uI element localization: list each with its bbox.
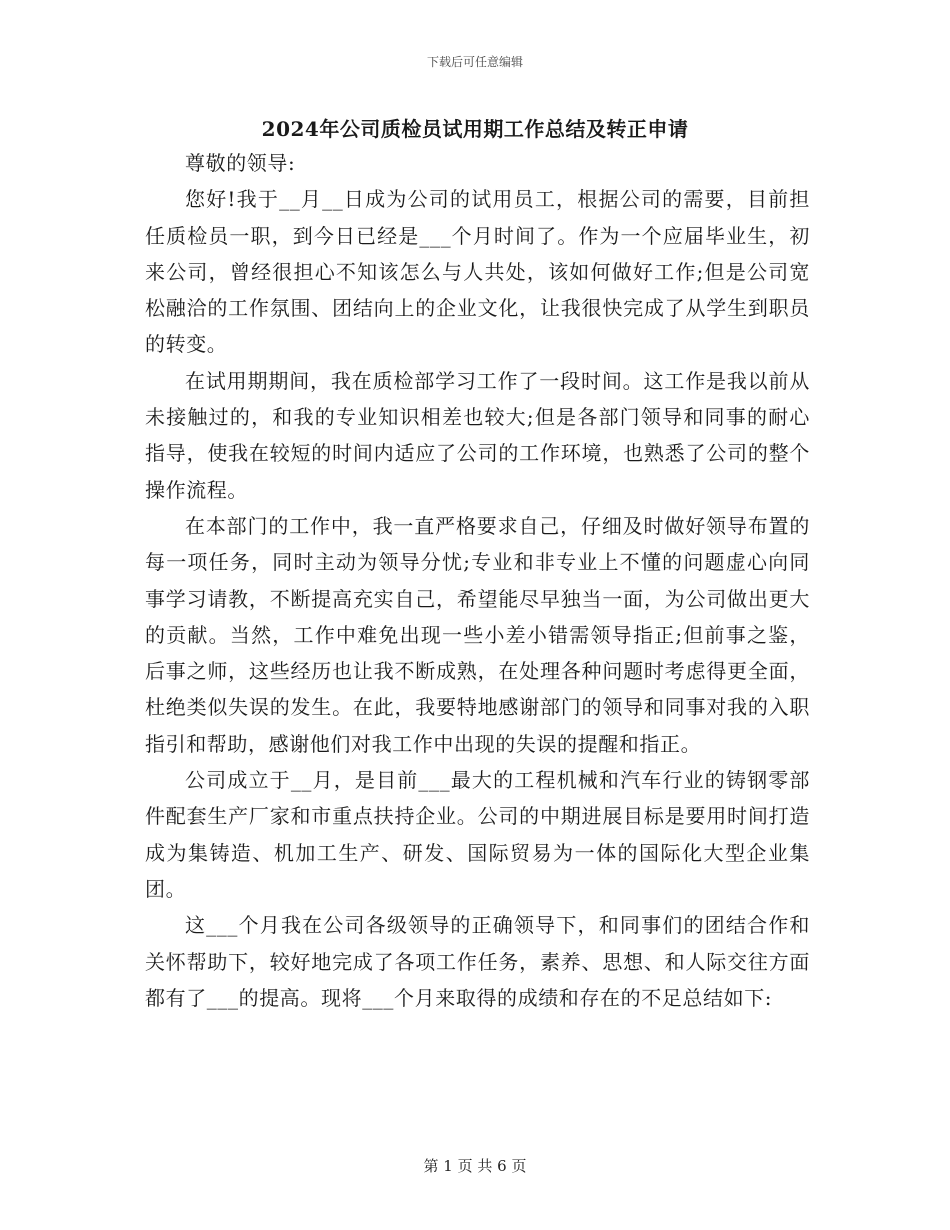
document-title: 2024年公司质检员试用期工作总结及转正申请 <box>261 117 689 141</box>
paragraph: 您好!我于__月__日成为公司的试用员工，根据公司的需要，目前担任质检员一职，到今日已经是___个月时间了。作为一个应届毕业生，初来公司，曾经很担心不知该怎么与人共处，该如何做好工作;但是公司宽松融洽的工作氛围、团结向上的企业文化，让我很快完成了从学生到职员的转变。 <box>145 187 810 357</box>
salutation: 尊敬的领导: <box>185 151 296 175</box>
paragraph: 公司成立于__月，是目前___最大的工程机械和汽车行业的铸钢零部件配套生产厂家和市重点扶持企业。公司的中期进展目标是要用时间打造成为集铸造、机加工生产、研发、国际贸易为一体的国际化大型企业集团。 <box>145 768 810 901</box>
page-number: 第 1 页 共 6 页 <box>423 1157 527 1175</box>
paragraph: 这___个月我在公司各级领导的正确领导下，和同事们的团结合作和关怀帮助下，较好地完成了各项工作任务，素养、思想、和人际交往方面都有了___的提高。现将___个月来取得的成绩和存在的不足总结如下: <box>145 913 810 1010</box>
document-body <box>145 145 810 1016</box>
paragraph: 在本部门的工作中，我一直严格要求自己，仔细及时做好领导布置的每一项任务，同时主动为领导分忧;专业和非专业上不懂的问题虚心向同事学习请教，不断提高充实自己，希望能尽早独当一面，为公司做出更大的贡献。当然，工作中难免出现一些小差小错需领导指正;但前事之鉴，后事之师，这些经历也让我不断成熟，在处理各种问题时考虑得更全面，杜绝类似失误的发生。在此，我要特地感谢部门的领导和同事对我的入职指引和帮助，感谢他们对我工作中出现的失误的提醒和指正。 <box>145 513 810 756</box>
header-note: 下载后可任意编辑 <box>426 55 523 69</box>
paragraph: 在试用期期间，我在质检部学习工作了一段时间。这工作是我以前从未接触过的，和我的专业知识相差也较大;但是各部门领导和同事的耐心指导，使我在较短的时间内适应了公司的工作环境，也熟悉了公司的整个操作流程。 <box>145 368 810 502</box>
